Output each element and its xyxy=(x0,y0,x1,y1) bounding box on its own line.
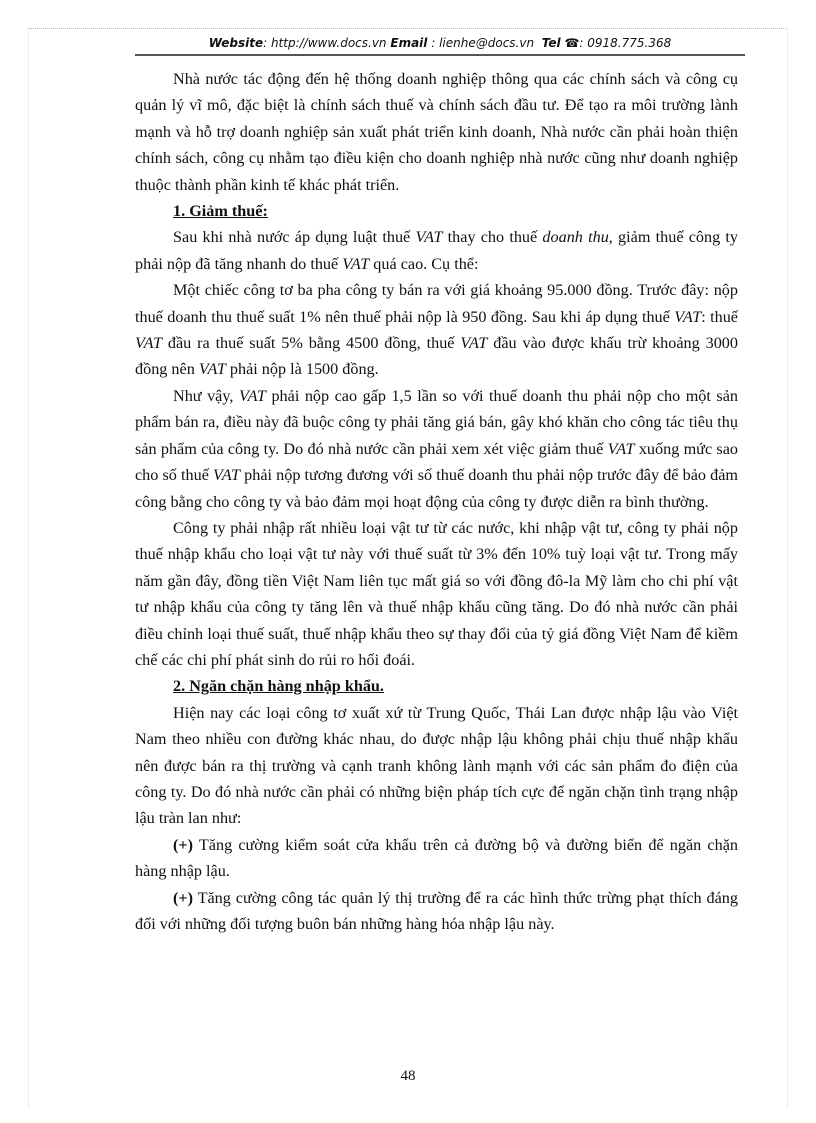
paragraph: Một chiếc công tơ ba pha công ty bán ra với giá khoảng 95.000 đồng. Trước đây: nộp thuế doanh thu thuế suất 1% nên thuế phải nộp là 950 đồng. Sau khi áp dụng thuế VAT: thuế VAT đầu ra thuế suất 5% bằng 4500 đồng, thuế VAT đầu vào được khấu trừ khoảng 3000 đồng nên VAT phải nộp là 1500 đồng. xyxy=(135,281,738,379)
tel-label: Tel xyxy=(541,36,561,50)
tel-value: : 0918.775.368 xyxy=(579,36,672,50)
page-number: 48 xyxy=(400,1068,416,1084)
page-header xyxy=(135,32,745,56)
email-label: Email xyxy=(390,36,428,50)
paragraph: Sau khi nhà nước áp dụng luật thuế VAT thay cho thuế doanh thu, giảm thuế công ty phải nộp đã tăng nhanh do thuế VAT quá cao. Cụ thể: xyxy=(135,228,738,273)
bullet-item: (+) Tăng cường kiểm soát cửa khẩu trên cả đường bộ và đường biển để ngăn chặn hàng nhập lậu. xyxy=(135,835,738,881)
bullet-marker: (+) xyxy=(173,835,194,854)
paragraph: Hiện nay các loại công tơ xuất xứ từ Trung Quốc, Thái Lan được nhập lậu vào Việt Nam theo nhiều con đường khác nhau, do được nhập lậu không phải chịu thuế nhập khẩu nên được bán ra thị trường và cạnh tranh không lành mạnh với các sản phẩm đo điện của công ty. Do đó nhà nước cần phải có những biện pháp tích cực để ngăn chặn tình trạng nhập lậu tràn lan như: xyxy=(135,703,738,828)
section-heading-import-prevention: 2. Ngăn chặn hàng nhập khẩu. xyxy=(173,677,384,696)
paragraph: Như vậy, VAT phải nộp cao gấp 1,5 lần so với thuế doanh thu phải nộp cho một sản phẩm bán ra, điều này đã buộc công ty phải tăng giá bán, gây khó khăn cho công tác tiêu thụ sản phẩm của công ty. Do đó nhà nước cần phải xem xét việc giảm thuế VAT xuống mức sao cho số thuế VAT phải nộp tương đương với số thuế doanh thu phải nộp trước đây để bảo đảm công bằng cho công ty và bảo đảm mọi hoạt động của công ty được diễn ra bình thường. xyxy=(135,386,738,511)
paragraph: Công ty phải nhập rất nhiều loại vật tư từ các nước, khi nhập vật tư, công ty phải nộp thuế nhập khẩu cho loại vật tư này với thuế suất từ 3% đến 10% tuỳ loại vật tư. Trong mấy năm gần đây, đồng tiền Việt Nam liên tục mất giá so với đồng đô-la Mỹ làm cho chi phí vật tư nhập khẩu của công ty tăng lên và thuế nhập khẩu cũng tăng. Do đó nhà nước cần phải điều chỉnh loại thuế suất, thuế nhập khẩu theo sự thay đổi của tỷ giá đồng Việt Nam để kiềm chế các chi phí phát sinh do rủi ro hối đoái. xyxy=(135,518,738,669)
website-label: Website xyxy=(208,36,264,50)
bullet-item: (+) Tăng cường công tác quản lý thị trường để ra các hình thức trừng phạt thích đáng đối với những đối tượng buôn bán những hàng hóa nhập lậu này. xyxy=(135,888,738,933)
paragraph: Nhà nước tác động đến hệ thống doanh nghiệp thông qua các chính sách và công cụ quản lý vĩ mô, đặc biệt là chính sách thuế và chính sách đầu tư. Để tạo ra môi trường lành mạnh và hỗ trợ doanh nghiệp sản xuất phát triển kinh doanh, Nhà nước cần phải hoàn thiện chính sách, công cụ nhằm tạo điều kiện cho doanh nghiệp nhà nước cũng như doanh nghiệp thuộc thành phần kinh tế khác phát triển. xyxy=(135,70,738,194)
telephone-icon: ☎ xyxy=(564,36,580,50)
email-value: : lienhe@docs.vn xyxy=(431,36,535,50)
website-value: : http://www.docs.vn xyxy=(263,36,387,50)
bullet-marker: (+) xyxy=(173,888,194,907)
document-body xyxy=(135,66,738,937)
section-heading-tax-reduction: 1. Giảm thuế: xyxy=(173,202,268,221)
